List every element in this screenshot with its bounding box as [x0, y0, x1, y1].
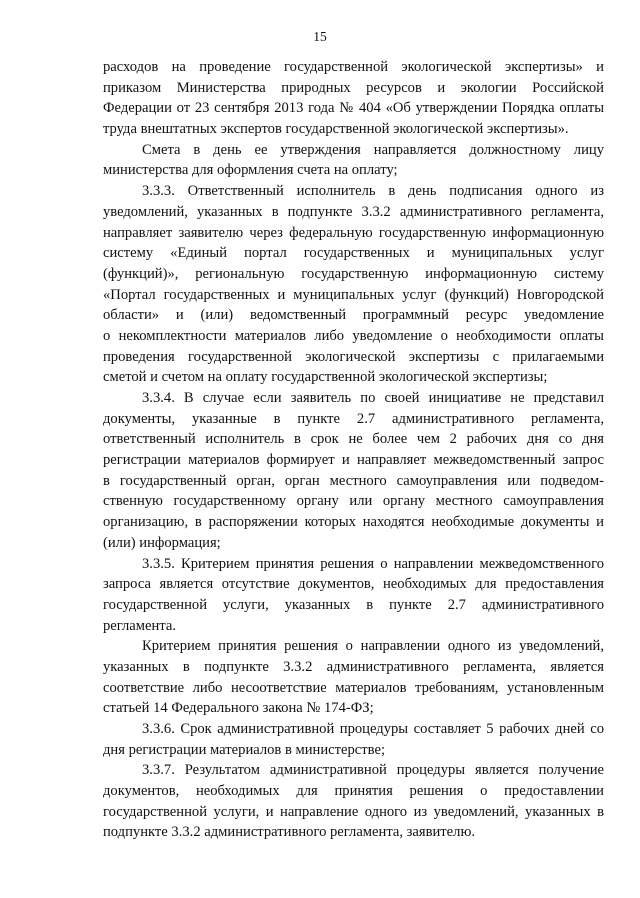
- text-line: Критерием принятия решения о направлении одного из уведомлений,: [142, 638, 604, 655]
- text-line: уведомлений, указанных в подпункте 3.3.2 административного регламента,: [103, 203, 604, 220]
- document-body: [103, 57, 604, 843]
- text-line: Смета в день ее утверждения направляется должностному лицу: [142, 141, 604, 158]
- text-line: ственную государственному органу или органу местного самоуправления: [103, 493, 604, 510]
- text-line: труда внештатных экспертов государственной экологической экспертизы».: [103, 121, 569, 138]
- text-line: государственной услуги, указанных в пункте 2.7 административного: [103, 596, 604, 613]
- text-line: министерства для оформления счета на оплату;: [103, 162, 398, 179]
- text-line: систему «Единый портал государственных и муниципальных услуг: [103, 245, 604, 262]
- text-line: 3.3.4. В случае если заявитель по своей инициативе не представил: [142, 390, 604, 406]
- text-line: организацию, в распоряжении которых находятся необходимые документы и: [103, 514, 604, 531]
- text-line: подпункте 3.3.2 административного регламента, заявителю.: [103, 824, 475, 841]
- text-line: о некомплектности материалов либо уведомление о необходимости оплаты: [103, 327, 604, 344]
- text-line: запроса является отсутствие документов, необходимых для предоставления: [103, 576, 604, 593]
- text-line: (функций)», региональную государственную информационную систему: [103, 265, 604, 282]
- text-line: сметой и счетом на оплату государственной экологической экспертизы;: [103, 369, 548, 386]
- text-line: 3.3.5. Критерием принятия решения о направлении межведомственного: [142, 555, 604, 572]
- text-line: в государственный орган, орган местного самоуправления или подведом-: [103, 472, 604, 489]
- text-line: регистрации материалов формирует и направляет межведомственный запрос: [103, 452, 604, 469]
- text-line: направляет заявителю через федеральную государственную информационную: [103, 224, 604, 241]
- text-line: (или) информация;: [103, 534, 221, 551]
- text-line: 3.3.6. Срок административной процедуры составляет 5 рабочих дней со: [142, 721, 604, 737]
- text-line: документов, необходимых для принятия решения о предоставлении: [103, 783, 604, 800]
- text-line: дня регистрации материалов в министерстве;: [103, 741, 385, 758]
- text-line: 3.3.7. Результатом административной процедуры является получение: [142, 762, 604, 779]
- text-line: соответствие либо несоответствие материалов требованиям, установленным: [103, 679, 604, 696]
- text-line: статьей 14 Федерального закона № 174-ФЗ;: [103, 700, 374, 717]
- text-line: регламента.: [103, 617, 176, 634]
- text-line: приказом Министерства природных ресурсов и экологии Российской: [103, 79, 604, 96]
- text-line: 3.3.3. Ответственный исполнитель в день подписания одного из: [142, 183, 604, 200]
- text-line: ответственный исполнитель в срок не более чем 2 рабочих дня со дня: [103, 431, 604, 448]
- text-line: проведения государственной экологической экспертизы с прилагаемыми: [103, 348, 604, 365]
- page-number: 15: [313, 29, 327, 44]
- text-line: расходов на проведение государственной экологической экспертизы» и: [103, 59, 604, 75]
- text-line: государственной услуги, и направление одного из уведомлений, указанных в: [103, 803, 604, 820]
- text-line: «Портал государственных и муниципальных услуг (функций) Новгородской: [103, 286, 604, 303]
- text-line: Федерации от 23 сентября 2013 года № 404 «Об утверждении Порядка оплаты: [103, 100, 604, 117]
- text-line: области» и (или) ведомственный программный ресурс уведомление: [103, 307, 604, 324]
- text-line: документы, указанные в пункте 2.7 административного регламента,: [103, 410, 604, 427]
- text-line: указанных в подпункте 3.3.2 административного регламента, является: [103, 658, 604, 675]
